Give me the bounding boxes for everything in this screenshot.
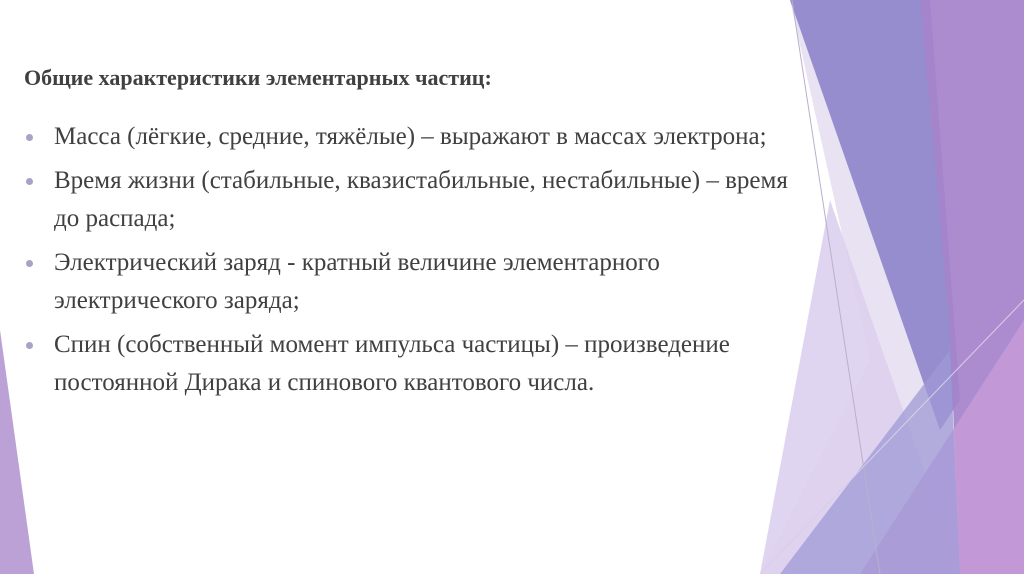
bullet-item xyxy=(24,118,794,156)
bullet-text: Масса (лёгкие, средние, тяжёлые) – выражают в массах электрона; xyxy=(54,123,767,150)
bullet-item xyxy=(24,326,794,402)
bullet-dot-icon xyxy=(26,342,33,349)
bullet-dot-icon xyxy=(26,134,33,141)
bullet-list xyxy=(24,118,794,408)
bullet-text: Электрический заряд - кратный величине элементарного электрического заряда; xyxy=(54,249,660,314)
bullet-text: Время жизни (стабильные, квазистабильные, нестабильные) – время до распада; xyxy=(54,167,788,232)
bullet-text: Спин (собственный момент импульса частицы) – произведение постоянной Дирака и спинового квантового числа. xyxy=(54,331,730,396)
bullet-item xyxy=(24,244,794,320)
bullet-dot-icon xyxy=(26,260,33,267)
bullet-item xyxy=(24,162,794,238)
bullet-dot-icon xyxy=(26,178,33,185)
slide-title: Общие характеристики элементарных частиц: xyxy=(24,65,492,90)
